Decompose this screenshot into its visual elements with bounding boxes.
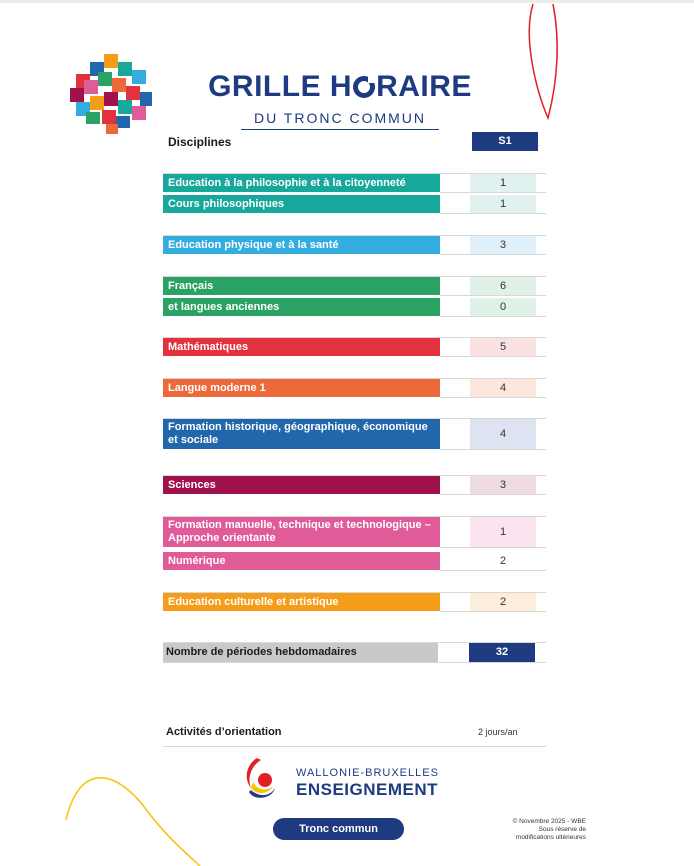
table-row [163, 418, 546, 450]
row-label: Formation manuelle, technique et technologique – Approche orientante [168, 519, 431, 544]
row-label: Sciences [168, 479, 216, 491]
table-row [163, 475, 546, 495]
org-name-line2: ENSEIGNEMENT [296, 780, 439, 799]
copyright-note [504, 818, 586, 842]
table-row [163, 173, 546, 193]
table-row [163, 276, 546, 296]
row-value: 2 [470, 552, 536, 570]
row-value: 3 [470, 476, 536, 494]
table-row [163, 516, 546, 548]
orientation-label: Activités d’orientation [166, 726, 282, 738]
row-label: et langues anciennes [168, 301, 280, 313]
total-value: 32 [469, 643, 535, 662]
copyright-line: © Novembre 2025 - WBE [512, 818, 586, 825]
org-name-line1: WALLONIE-BRUXELLES [296, 767, 439, 779]
row-label: Français [168, 280, 214, 292]
row-value: 3 [470, 236, 536, 254]
table-row [163, 551, 546, 571]
grille-logo-icon [66, 48, 158, 136]
row-value: 2 [470, 593, 536, 611]
page-title [190, 70, 490, 130]
title-subtitle: DU TRONC COMMUN [241, 110, 439, 130]
row-value: 1 [470, 195, 536, 213]
row-label: Mathématiques [168, 341, 249, 353]
table-row [163, 235, 546, 255]
title-part-1: GRILLE H [208, 70, 353, 103]
row-value: 4 [470, 379, 536, 397]
row-label: Cours philosophiques [168, 198, 285, 210]
total-row [163, 642, 546, 663]
divider [163, 746, 546, 747]
table-row [163, 297, 546, 317]
top-border [0, 0, 694, 3]
row-label: Education physique et à la santé [168, 239, 339, 251]
row-label: Education à la philosophie et à la citoyenneté [168, 177, 406, 189]
copyright-line: modifications ultérieures [515, 834, 586, 841]
orientation-value: 2 jours/an [478, 727, 518, 737]
row-value: 1 [470, 174, 536, 192]
title-o-icon [353, 76, 375, 98]
title-main [190, 70, 490, 104]
row-label: Langue moderne 1 [168, 382, 266, 394]
disciplines-header: Disciplines [168, 135, 232, 149]
row-label: Formation historique, géographique, économique et sociale [168, 421, 428, 446]
row-label: Education culturelle et artistique [168, 596, 339, 608]
table-row [163, 337, 546, 357]
title-part-2: RAIRE [376, 70, 472, 103]
table-row [163, 194, 546, 214]
row-value: 0 [470, 298, 536, 316]
row-value: 1 [470, 517, 536, 547]
s1-column-header: S1 [472, 132, 538, 151]
wbe-logo-icon [243, 756, 277, 800]
row-value: 4 [470, 419, 536, 449]
tronc-commun-button[interactable]: Tronc commun [273, 818, 404, 840]
row-value: 6 [470, 277, 536, 295]
row-value: 5 [470, 338, 536, 356]
table-row [163, 592, 546, 612]
table-row [163, 378, 546, 398]
copyright-line: Sous réserve de [538, 826, 586, 833]
row-label: Numérique [168, 555, 226, 567]
total-label: Nombre de périodes hebdomadaires [166, 646, 357, 658]
